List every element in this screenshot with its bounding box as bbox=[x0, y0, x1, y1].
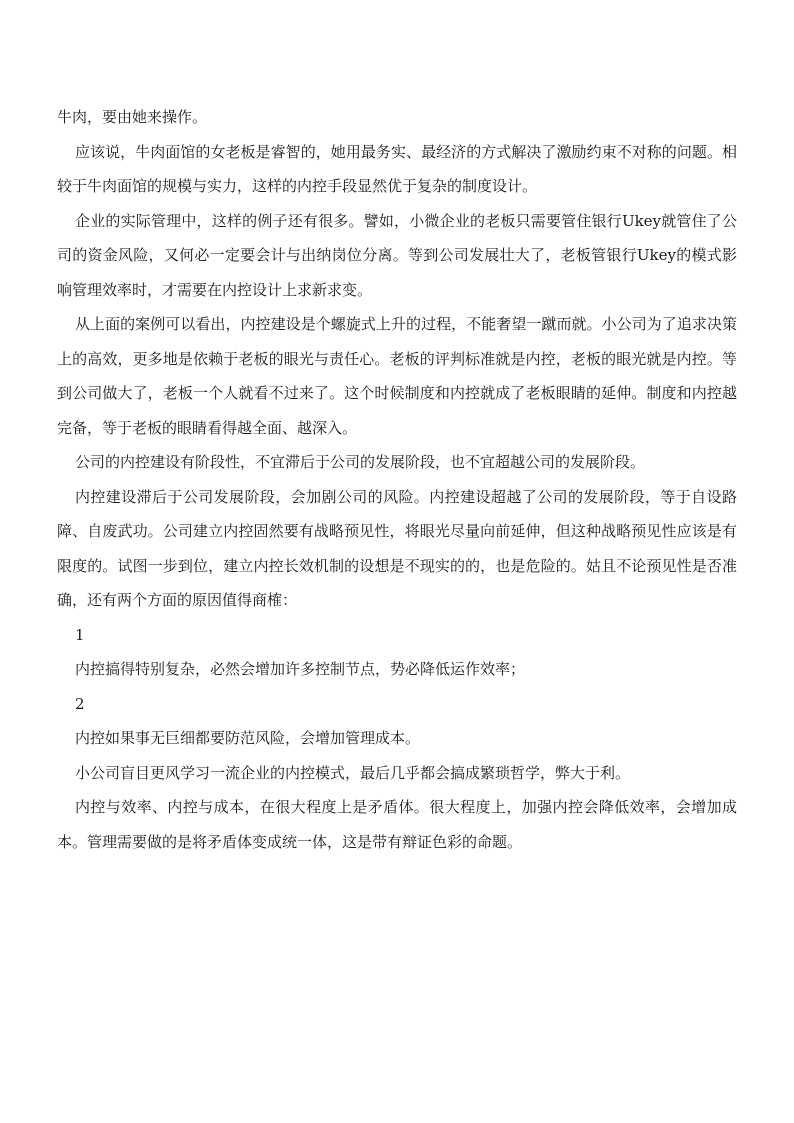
paragraph: 企业的实际管理中，这样的例子还有很多。譬如，小微企业的老板只需要管住银行Ukey就管住了公司的资金风险，又何必一定要会计与出纳岗位分离。等到公司发展壮大了，老板管银行Ukey的模式影响管理效率时，才需要在内控设计上求新求变。 bbox=[57, 211, 737, 299]
list-item-text: 内控搞得特别复杂，必然会增加许多控制节点，势必降低运作效率； bbox=[75, 660, 526, 678]
list-number: 1 bbox=[75, 625, 85, 644]
paragraph: 牛肉，要由她来操作。 bbox=[57, 108, 208, 126]
paragraph: 从上面的案例可以看出，内控建设是个螺旋式上升的过程，不能奢望一蹴而就。小公司为了追求决策上的高效，更多地是依赖于老板的眼光与责任心。老板的评判标准就是内控，老板的眼光就是内控。等到公司做大了，老板一个人就看不过来了。这个时候制度和内控就成了老板眼睛的延伸。制度和内控越完备，等于老板的眼睛看得越全面、越深入。 bbox=[57, 315, 737, 437]
paragraph: 内控建设滞后于公司发展阶段，会加剧公司的风险。内控建设超越了公司的发展阶段，等于自设路障、自废武功。公司建立内控固然要有战略预见性，将眼光尽量向前延伸，但这种战略预见性应该是有限度的。试图一步到位，建立内控长效机制的设想是不现实的的，也是危险的。姑且不论预见性是否准确，还有两个方面的原因值得商榷： bbox=[57, 487, 737, 609]
paragraph: 公司的内控建设有阶段性，不宜滞后于公司的发展阶段，也不宜超越公司的发展阶段。 bbox=[75, 453, 646, 471]
paragraph: 内控与效率、内控与成本，在很大程度上是矛盾体。很大程度上，加强内控会降低效率，会增加成本。管理需要做的是将矛盾体变成统一体，这是带有辩证色彩的命题。 bbox=[57, 798, 737, 851]
paragraph: 小公司盲目更风学习一流企业的内控模式，最后几乎都会搞成繁琐哲学，弊大于利。 bbox=[75, 763, 631, 782]
list-number: 2 bbox=[75, 694, 85, 713]
document-body bbox=[57, 100, 737, 859]
list-item-text: 内控如果事无巨细都要防范风险，会增加管理成本。 bbox=[75, 729, 421, 747]
paragraph: 应该说，牛肉面馆的女老板是睿智的，她用最务实、最经济的方式解决了激励约束不对称的问题。相较于牛肉面馆的规模与实力，这样的内控手段显然优于复杂的制度设计。 bbox=[57, 142, 737, 195]
